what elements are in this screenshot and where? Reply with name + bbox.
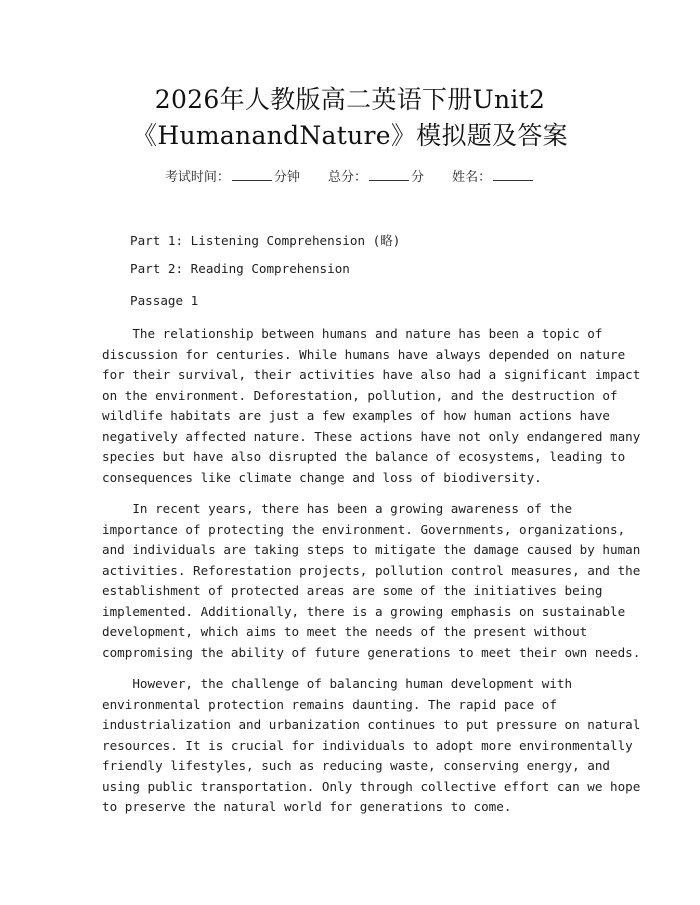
exam-info-row <box>0 166 700 185</box>
paragraph-line: compromising the ability of future generations to meet their own needs. <box>102 644 641 660</box>
document-title-line-1: 2026年人教版高二英语下册Unit2 <box>154 85 546 114</box>
paragraph-line: negatively affected nature. These actions have not only endangered many <box>102 428 641 444</box>
passage-1-heading: Passage 1 <box>130 293 199 308</box>
paragraph-line: importance of protecting the environment. Governments, organizations, <box>102 521 626 537</box>
passage-paragraph-3 <box>102 674 641 818</box>
paragraph-line: industrialization and urbanization continues to put pressure on natural <box>102 717 641 732</box>
paragraph-line: The relationship between humans and nature has been a topic of <box>102 326 603 341</box>
paragraph-line: resources. It is crucial for individuals to adopt more environmentally <box>102 737 633 753</box>
part-1-heading: Part 1: Listening Comprehension (略) <box>130 233 401 248</box>
total-score-label: 总分： <box>327 170 367 185</box>
paragraph-line: friendly lifestyles, such as reducing waste, conserving energy, and <box>102 758 610 773</box>
exam-time-label: 考试时间： <box>164 170 230 185</box>
exam-time-unit: 分钟 <box>273 170 300 185</box>
paragraph-line: development, which aims to meet the needs of the present without <box>102 624 588 639</box>
total-score-field <box>328 166 424 185</box>
total-score-unit: 分 <box>411 170 425 185</box>
paragraph-line: establishment of protected areas are some of the initiatives being <box>102 583 603 598</box>
student-name-blank <box>493 168 533 181</box>
paragraph-line: activities. Reforestation projects, pollution control measures, and the <box>102 562 641 578</box>
paragraph-line: using public transportation. Only through collective effort can we hope <box>102 778 641 794</box>
paragraph-line: discussion for centuries. While humans have always depended on nature <box>102 346 626 362</box>
total-score-blank <box>369 168 409 181</box>
paragraph-line: and individuals are taking steps to mitigate the damage caused by human <box>102 542 641 557</box>
paragraph-line: implemented. Additionally, there is a growing emphasis on sustainable <box>102 603 626 619</box>
paragraph-line: for their survival, their activities have also had a significant impact <box>102 367 641 382</box>
paragraph-line: to preserve the natural world for generations to come. <box>102 799 512 814</box>
passage-paragraph-2 <box>102 499 641 663</box>
paragraph-line: wildlife habitats are just a few examples of how human actions have <box>102 408 610 423</box>
exam-time-blank <box>232 168 272 181</box>
part-2-heading: Part 2: Reading Comprehension <box>130 261 350 276</box>
paragraph-line: In recent years, there has been a growing awareness of the <box>102 501 573 516</box>
paragraph-line: species but have also disrupted the balance of ecosystems, leading to <box>102 449 626 464</box>
exam-time-field <box>165 166 300 185</box>
student-name-field <box>452 166 535 185</box>
paragraph-line: However, the challenge of balancing human development with <box>102 676 573 691</box>
paragraph-line: environmental protection remains daunting. The rapid pace of <box>102 696 557 712</box>
paragraph-line: on the environment. Deforestation, pollution, and the destruction of <box>102 387 618 403</box>
paragraph-line: consequences like climate change and loss of biodiversity. <box>102 469 542 485</box>
passage-paragraph-1 <box>102 324 641 488</box>
document-title-line-2: 《HumanandNature》模拟题及答案 <box>132 121 568 150</box>
student-name-label: 姓名： <box>452 170 492 185</box>
